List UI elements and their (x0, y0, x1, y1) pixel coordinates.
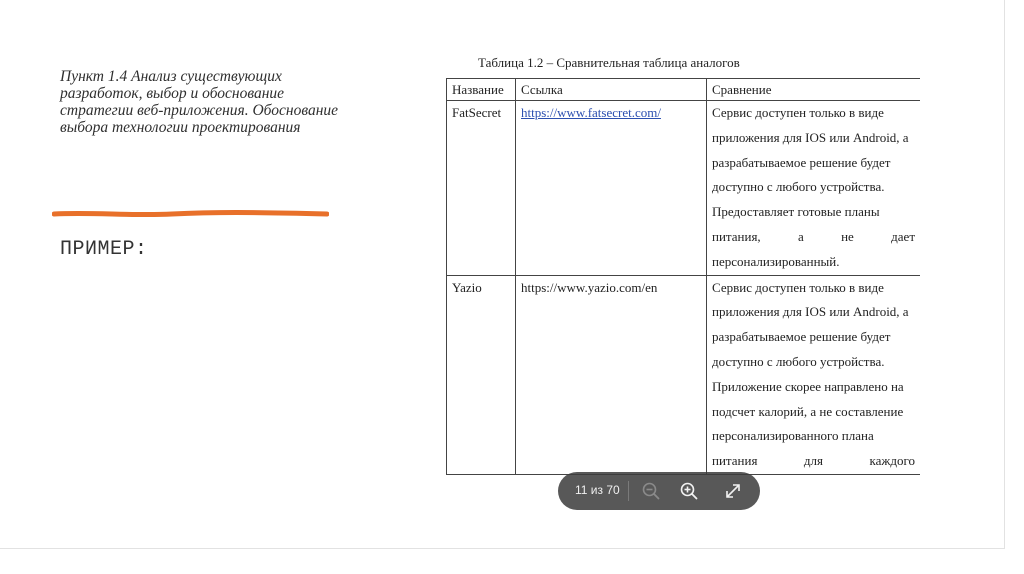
zoom-out-button[interactable] (640, 480, 662, 502)
fatsecret-link[interactable]: https://www.fatsecret.com/ (521, 105, 661, 120)
zoom-out-icon (640, 480, 662, 502)
toolbar-divider (628, 481, 629, 501)
fullscreen-button[interactable] (722, 480, 744, 502)
page-counter: 11 из 70 (575, 483, 620, 497)
table-row (447, 275, 921, 474)
row-name: Yazio (447, 275, 516, 474)
comparison-text: Сервис доступен только в виде приложения для IOS или Android, а разрабатываемое решение будет доступно с любого устройства. Предоставляет готовые планы питания, а не дает (712, 105, 915, 244)
column-header-comparison: Сравнение (707, 79, 921, 101)
table-header-row (447, 79, 921, 101)
expand-icon (722, 480, 744, 502)
row-comparison (707, 101, 921, 276)
zoom-in-button[interactable] (678, 480, 700, 502)
row-name: FatSecret (447, 101, 516, 276)
example-label: ПРИМЕР: (60, 238, 148, 261)
row-link-cell (516, 101, 707, 276)
row-link: https://www.yazio.com/en (516, 275, 707, 474)
comparison-table-container (446, 78, 920, 522)
column-header-link: Ссылка (516, 79, 707, 101)
comparison-table (446, 78, 920, 475)
row-comparison: Сервис доступен только в виде приложения для IOS или Android, а разрабатываемое решение будет доступно с любого устройства. Приложение скорее направлено на подсчет калорий, а не составление персонализированного плана питания для каждого (707, 275, 921, 474)
zoom-in-icon (678, 480, 700, 502)
document-viewer-toolbar (558, 472, 760, 510)
comparison-text-end: персонализированный. (712, 253, 840, 269)
table-caption: Таблица 1.2 – Сравнительная таблица аналогов (478, 55, 740, 70)
column-header-name: Название (447, 79, 516, 101)
accent-underline (52, 208, 329, 220)
table-row (447, 101, 921, 276)
slide-title: Пункт 1.4 Анализ существующих разработок, выбор и обоснование стратегии веб-приложения. Обоснование выбора технологии проектирования (60, 68, 339, 136)
